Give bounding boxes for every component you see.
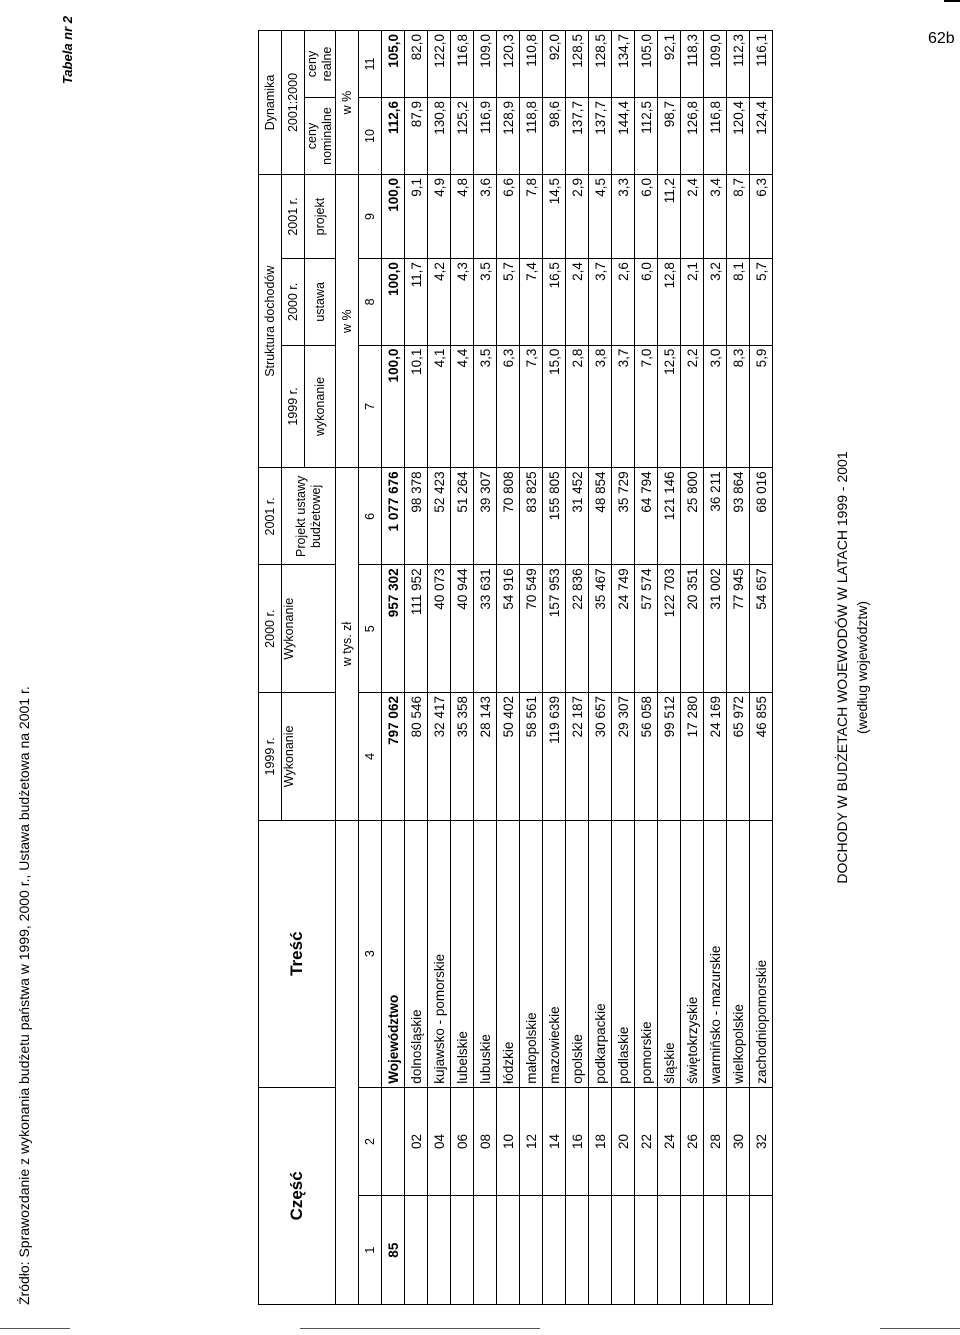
header-2001: 2001 r. bbox=[259, 468, 282, 565]
cell-2001-projekt: 68 016 bbox=[750, 468, 773, 565]
column-number: 8 bbox=[359, 259, 382, 346]
table-title: DOCHODY W BUDŻETACH WOJEWODÓW W LATACH 1999 - 2001 bbox=[834, 451, 850, 884]
cell-dyn-nominalne: 112,6 bbox=[382, 98, 405, 175]
header-ceny-nominalne: ceny nominalne bbox=[305, 98, 336, 175]
header-2000: 2000 r. bbox=[259, 565, 282, 693]
header-unit-tys: w tys. zł bbox=[336, 468, 359, 820]
column-number: 9 bbox=[359, 175, 382, 259]
cell-dyn-nominalne: 87,9 bbox=[405, 98, 428, 175]
cell-dyn-realne: 134,7 bbox=[612, 31, 635, 98]
cell-dzial: 04 bbox=[428, 1087, 451, 1196]
cell-dyn-realne: 116,1 bbox=[750, 31, 773, 98]
cell-dzial: 14 bbox=[543, 1087, 566, 1196]
table-label: Tabela nr 2 bbox=[60, 16, 75, 85]
header-unit-pct: w % bbox=[336, 175, 359, 468]
cell-dyn-realne: 110,8 bbox=[520, 31, 543, 98]
cell-tresc: zachodniopomorskie bbox=[750, 820, 773, 1087]
cell-1999-wykonanie: 65 972 bbox=[727, 693, 750, 821]
cell-1999-wykonanie: 50 402 bbox=[497, 693, 520, 821]
cell-struktura-2000: 100,0 bbox=[382, 259, 405, 346]
cell-dyn-nominalne: 128,9 bbox=[497, 98, 520, 175]
cell-dyn-realne: 118,3 bbox=[681, 31, 704, 98]
table-row bbox=[497, 31, 520, 1305]
cell-struktura-1999: 3,5 bbox=[474, 345, 497, 468]
column-number: 5 bbox=[359, 565, 382, 693]
cell-1999-wykonanie: 22 187 bbox=[566, 693, 589, 821]
cell-czesc bbox=[520, 1196, 543, 1305]
cell-2000-wykonanie: 111 952 bbox=[405, 565, 428, 693]
cell-struktura-2000: 2,1 bbox=[681, 259, 704, 346]
cell-dyn-realne: 112,3 bbox=[727, 31, 750, 98]
cell-1999-wykonanie: 17 280 bbox=[681, 693, 704, 821]
cell-tresc: Województwo bbox=[382, 820, 405, 1087]
cell-tresc: małopolskie bbox=[520, 820, 543, 1087]
header-wykonanie-1999: Wykonanie bbox=[282, 693, 336, 821]
cell-struktura-2000: 3,7 bbox=[589, 259, 612, 346]
header-projekt-ustawy: Projekt ustawy budżetowej bbox=[282, 468, 336, 565]
cell-tresc: kujawsko - pomorskie bbox=[428, 820, 451, 1087]
cell-dyn-nominalne: 137,7 bbox=[589, 98, 612, 175]
header-struktura: Struktura dochodów bbox=[259, 175, 282, 468]
cell-2000-wykonanie: 35 467 bbox=[589, 565, 612, 693]
cell-struktura-2001: 3,4 bbox=[704, 175, 727, 259]
cell-tresc: opolskie bbox=[566, 820, 589, 1087]
table-row bbox=[658, 31, 681, 1305]
cell-czesc: 85 bbox=[382, 1196, 405, 1305]
cell-struktura-2000: 8,1 bbox=[727, 259, 750, 346]
cell-1999-wykonanie: 56 058 bbox=[635, 693, 658, 821]
cell-dyn-realne: 105,0 bbox=[382, 31, 405, 98]
header-tresc: Treść bbox=[259, 820, 336, 1087]
cell-struktura-2001: 2,4 bbox=[681, 175, 704, 259]
cell-struktura-1999: 5,9 bbox=[750, 345, 773, 468]
cell-tresc: łódzkie bbox=[497, 820, 520, 1087]
column-numbers-row bbox=[359, 31, 382, 1305]
cell-2000-wykonanie: 22 836 bbox=[566, 565, 589, 693]
cell-struktura-1999: 8,3 bbox=[727, 345, 750, 468]
cell-dyn-nominalne: 112,5 bbox=[635, 98, 658, 175]
cell-struktura-2000: 2,6 bbox=[612, 259, 635, 346]
cell-1999-wykonanie: 30 657 bbox=[589, 693, 612, 821]
cell-czesc bbox=[451, 1196, 474, 1305]
cell-dyn-realne: 109,0 bbox=[474, 31, 497, 98]
cell-dyn-nominalne: 98,7 bbox=[658, 98, 681, 175]
cell-czesc bbox=[543, 1196, 566, 1305]
cell-dzial: 30 bbox=[727, 1087, 750, 1196]
cell-dyn-nominalne: 124,4 bbox=[750, 98, 773, 175]
cell-2001-projekt: 25 800 bbox=[681, 468, 704, 565]
cell-struktura-2000: 7,4 bbox=[520, 259, 543, 346]
cell-czesc bbox=[681, 1196, 704, 1305]
cell-dyn-realne: 120,3 bbox=[497, 31, 520, 98]
cell-2001-projekt: 39 307 bbox=[474, 468, 497, 565]
cell-tresc: dolnośląskie bbox=[405, 820, 428, 1087]
cell-dyn-nominalne: 118,8 bbox=[520, 98, 543, 175]
column-number: 6 bbox=[359, 468, 382, 565]
column-number: 3 bbox=[359, 820, 382, 1087]
cell-2000-wykonanie: 54 657 bbox=[750, 565, 773, 693]
cell-struktura-2001: 2,9 bbox=[566, 175, 589, 259]
table-row bbox=[681, 31, 704, 1305]
cell-1999-wykonanie: 29 307 bbox=[612, 693, 635, 821]
page-number: 62b bbox=[928, 30, 955, 47]
header-1999: 1999 r. bbox=[259, 693, 282, 821]
cell-struktura-2000: 6,0 bbox=[635, 259, 658, 346]
table-subtitle: (według województw) bbox=[854, 600, 870, 735]
cell-czesc bbox=[497, 1196, 520, 1305]
cell-2000-wykonanie: 24 749 bbox=[612, 565, 635, 693]
cell-2001-projekt: 36 211 bbox=[704, 468, 727, 565]
cell-1999-wykonanie: 119 639 bbox=[543, 693, 566, 821]
cell-struktura-1999: 12,5 bbox=[658, 345, 681, 468]
cell-2000-wykonanie: 157 953 bbox=[543, 565, 566, 693]
header-wykonanie-s: wykonanie bbox=[305, 345, 336, 468]
column-number: 4 bbox=[359, 693, 382, 821]
column-number: 1 bbox=[359, 1196, 382, 1305]
cell-czesc bbox=[727, 1196, 750, 1305]
cell-tresc: podkarpackie bbox=[589, 820, 612, 1087]
header-projekt-s: projekt bbox=[305, 175, 336, 259]
cell-dzial: 10 bbox=[497, 1087, 520, 1196]
cell-dzial: 28 bbox=[704, 1087, 727, 1196]
cell-2000-wykonanie: 20 351 bbox=[681, 565, 704, 693]
cell-2001-projekt: 35 729 bbox=[612, 468, 635, 565]
cell-struktura-2001: 3,3 bbox=[612, 175, 635, 259]
cell-2001-projekt: 93 864 bbox=[727, 468, 750, 565]
header-s1999: 1999 r. bbox=[282, 345, 305, 468]
cell-struktura-2000: 11,7 bbox=[405, 259, 428, 346]
cell-1999-wykonanie: 28 143 bbox=[474, 693, 497, 821]
cell-dyn-nominalne: 144,4 bbox=[612, 98, 635, 175]
cell-dyn-realne: 82,0 bbox=[405, 31, 428, 98]
cell-struktura-2001: 14,5 bbox=[543, 175, 566, 259]
source-note: Źródło: Sprawozdanie z wykonania budżetu państwa w 1999, 2000 r., Ustawa budżetowa na 2001 r. bbox=[16, 686, 32, 1305]
cell-1999-wykonanie: 24 169 bbox=[704, 693, 727, 821]
cell-2000-wykonanie: 77 945 bbox=[727, 565, 750, 693]
cell-struktura-2000: 3,2 bbox=[704, 259, 727, 346]
cell-dzial: 18 bbox=[589, 1087, 612, 1196]
cell-2001-projekt: 48 854 bbox=[589, 468, 612, 565]
cell-dzial: 02 bbox=[405, 1087, 428, 1196]
cell-struktura-2000: 16,5 bbox=[543, 259, 566, 346]
table-row bbox=[704, 31, 727, 1305]
cell-struktura-2000: 12,8 bbox=[658, 259, 681, 346]
table-row bbox=[635, 31, 658, 1305]
column-number: 7 bbox=[359, 345, 382, 468]
cell-struktura-2001: 4,9 bbox=[428, 175, 451, 259]
cell-2000-wykonanie: 957 302 bbox=[382, 565, 405, 693]
cell-struktura-2001: 100,0 bbox=[382, 175, 405, 259]
cell-struktura-2000: 5,7 bbox=[497, 259, 520, 346]
cell-czesc bbox=[405, 1196, 428, 1305]
header-s2000: 2000 r. bbox=[282, 259, 305, 346]
cell-tresc: lubuskie bbox=[474, 820, 497, 1087]
cell-struktura-2000: 2,4 bbox=[566, 259, 589, 346]
data-table bbox=[258, 30, 773, 1305]
cell-2000-wykonanie: 57 574 bbox=[635, 565, 658, 693]
cell-struktura-2001: 6,3 bbox=[750, 175, 773, 259]
cell-struktura-1999: 100,0 bbox=[382, 345, 405, 468]
cell-struktura-2001: 7,8 bbox=[520, 175, 543, 259]
cell-dyn-nominalne: 130,8 bbox=[428, 98, 451, 175]
table-row bbox=[566, 31, 589, 1305]
cell-struktura-1999: 6,3 bbox=[497, 345, 520, 468]
cell-dyn-nominalne: 116,9 bbox=[474, 98, 497, 175]
cell-czesc bbox=[635, 1196, 658, 1305]
cell-dyn-nominalne: 137,7 bbox=[566, 98, 589, 175]
header-ceny-realne: ceny realne bbox=[305, 31, 336, 98]
table-row bbox=[382, 31, 405, 1305]
cell-2001-projekt: 83 825 bbox=[520, 468, 543, 565]
cell-tresc: mazowieckie bbox=[543, 820, 566, 1087]
cell-struktura-1999: 7,3 bbox=[520, 345, 543, 468]
cell-struktura-2001: 3,6 bbox=[474, 175, 497, 259]
cell-dyn-realne: 128,5 bbox=[589, 31, 612, 98]
cell-czesc bbox=[612, 1196, 635, 1305]
cell-dyn-realne: 128,5 bbox=[566, 31, 589, 98]
cell-2001-projekt: 98 378 bbox=[405, 468, 428, 565]
cell-2001-projekt: 52 423 bbox=[428, 468, 451, 565]
cell-2001-projekt: 1 077 676 bbox=[382, 468, 405, 565]
cell-tresc: warmińsko - mazurskie bbox=[704, 820, 727, 1087]
cell-2001-projekt: 51 264 bbox=[451, 468, 474, 565]
cell-dzial: 32 bbox=[750, 1087, 773, 1196]
cell-struktura-2000: 4,2 bbox=[428, 259, 451, 346]
cell-tresc: lubelskie bbox=[451, 820, 474, 1087]
table-row bbox=[451, 31, 474, 1305]
cell-1999-wykonanie: 58 561 bbox=[520, 693, 543, 821]
cell-tresc: podlaskie bbox=[612, 820, 635, 1087]
cell-tresc: świętokrzyskie bbox=[681, 820, 704, 1087]
cell-2001-projekt: 121 146 bbox=[658, 468, 681, 565]
cell-struktura-1999: 3,7 bbox=[612, 345, 635, 468]
cell-2000-wykonanie: 31 002 bbox=[704, 565, 727, 693]
cell-dzial: 26 bbox=[681, 1087, 704, 1196]
cell-struktura-2000: 5,7 bbox=[750, 259, 773, 346]
cell-dyn-nominalne: 116,8 bbox=[704, 98, 727, 175]
table-row bbox=[727, 31, 750, 1305]
cell-dyn-nominalne: 125,2 bbox=[451, 98, 474, 175]
header-unit-pct-dyn: w % bbox=[336, 31, 359, 175]
title-block bbox=[832, 0, 872, 1335]
cell-struktura-2001: 6,6 bbox=[497, 175, 520, 259]
table-row bbox=[750, 31, 773, 1305]
cell-czesc bbox=[589, 1196, 612, 1305]
cell-struktura-2001: 4,5 bbox=[589, 175, 612, 259]
table-row bbox=[428, 31, 451, 1305]
cell-1999-wykonanie: 99 512 bbox=[658, 693, 681, 821]
table-body bbox=[382, 31, 773, 1305]
cell-2000-wykonanie: 40 073 bbox=[428, 565, 451, 693]
cell-dyn-nominalne: 126,8 bbox=[681, 98, 704, 175]
cell-1999-wykonanie: 32 417 bbox=[428, 693, 451, 821]
cell-dyn-realne: 116,8 bbox=[451, 31, 474, 98]
cell-2000-wykonanie: 70 549 bbox=[520, 565, 543, 693]
cell-czesc bbox=[658, 1196, 681, 1305]
cell-struktura-2001: 9,1 bbox=[405, 175, 428, 259]
cell-dyn-realne: 105,0 bbox=[635, 31, 658, 98]
cell-struktura-2001: 6,0 bbox=[635, 175, 658, 259]
cell-dzial: 16 bbox=[566, 1087, 589, 1196]
cell-dzial bbox=[382, 1087, 405, 1196]
cell-tresc: pomorskie bbox=[635, 820, 658, 1087]
cell-dzial: 22 bbox=[635, 1087, 658, 1196]
cell-struktura-2000: 3,5 bbox=[474, 259, 497, 346]
header-dynamika: Dynamika bbox=[259, 31, 282, 175]
cell-struktura-1999: 15,0 bbox=[543, 345, 566, 468]
cell-czesc bbox=[750, 1196, 773, 1305]
cell-2000-wykonanie: 33 631 bbox=[474, 565, 497, 693]
header-unit-blank bbox=[336, 820, 359, 1304]
cell-dyn-nominalne: 120,4 bbox=[727, 98, 750, 175]
cell-struktura-2001: 8,7 bbox=[727, 175, 750, 259]
cell-struktura-1999: 2,8 bbox=[566, 345, 589, 468]
table-row bbox=[520, 31, 543, 1305]
cell-dzial: 06 bbox=[451, 1087, 474, 1196]
cell-2000-wykonanie: 40 944 bbox=[451, 565, 474, 693]
cell-2001-projekt: 155 805 bbox=[543, 468, 566, 565]
cell-struktura-1999: 7,0 bbox=[635, 345, 658, 468]
cell-struktura-1999: 2,2 bbox=[681, 345, 704, 468]
cell-struktura-1999: 10,1 bbox=[405, 345, 428, 468]
cell-dyn-realne: 92,0 bbox=[543, 31, 566, 98]
cell-2001-projekt: 31 452 bbox=[566, 468, 589, 565]
header-dyn-period: 2001:2000 bbox=[282, 31, 305, 175]
column-number: 10 bbox=[359, 98, 382, 175]
cell-1999-wykonanie: 46 855 bbox=[750, 693, 773, 821]
column-number: 11 bbox=[359, 31, 382, 98]
cell-dzial: 08 bbox=[474, 1087, 497, 1196]
cell-czesc bbox=[474, 1196, 497, 1305]
cell-struktura-2001: 11,2 bbox=[658, 175, 681, 259]
header-ustawa-s: ustawa bbox=[305, 259, 336, 346]
cell-struktura-2000: 4,3 bbox=[451, 259, 474, 346]
cell-1999-wykonanie: 80 546 bbox=[405, 693, 428, 821]
cell-czesc bbox=[566, 1196, 589, 1305]
table-row bbox=[405, 31, 428, 1305]
header-wykonanie-2000: Wykonanie bbox=[282, 565, 336, 693]
cell-struktura-1999: 4,4 bbox=[451, 345, 474, 468]
cell-2000-wykonanie: 122 703 bbox=[658, 565, 681, 693]
cell-czesc bbox=[704, 1196, 727, 1305]
cell-struktura-1999: 3,8 bbox=[589, 345, 612, 468]
cell-1999-wykonanie: 797 062 bbox=[382, 693, 405, 821]
cell-dzial: 20 bbox=[612, 1087, 635, 1196]
cell-2001-projekt: 70 808 bbox=[497, 468, 520, 565]
header-czesc: Część bbox=[259, 1087, 336, 1304]
table-row bbox=[589, 31, 612, 1305]
cell-dyn-realne: 109,0 bbox=[704, 31, 727, 98]
table-row bbox=[612, 31, 635, 1305]
cell-2001-projekt: 64 794 bbox=[635, 468, 658, 565]
cell-dzial: 12 bbox=[520, 1087, 543, 1196]
cell-1999-wykonanie: 35 358 bbox=[451, 693, 474, 821]
table-row bbox=[474, 31, 497, 1305]
table-row bbox=[543, 31, 566, 1305]
header-s2001: 2001 r. bbox=[282, 175, 305, 259]
cell-struktura-1999: 3,0 bbox=[704, 345, 727, 468]
cell-tresc: wielkopolskie bbox=[727, 820, 750, 1087]
cell-dyn-nominalne: 98,6 bbox=[543, 98, 566, 175]
cell-tresc: śląskie bbox=[658, 820, 681, 1087]
cell-czesc bbox=[428, 1196, 451, 1305]
cell-dzial: 24 bbox=[658, 1087, 681, 1196]
cell-struktura-1999: 4,1 bbox=[428, 345, 451, 468]
cell-dyn-realne: 92,1 bbox=[658, 31, 681, 98]
cell-dyn-realne: 122,0 bbox=[428, 31, 451, 98]
cell-2000-wykonanie: 54 916 bbox=[497, 565, 520, 693]
column-number: 2 bbox=[359, 1087, 382, 1196]
cell-struktura-2001: 4,8 bbox=[451, 175, 474, 259]
